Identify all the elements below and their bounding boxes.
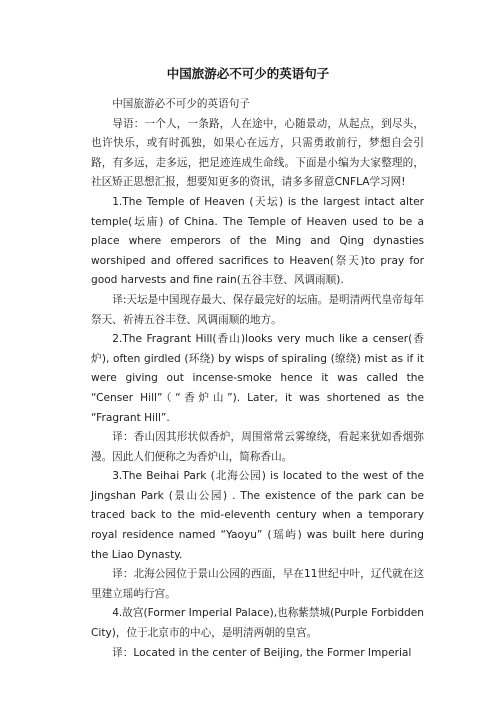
- sentence-2-english: 2.The Fragrant Hill(香山)looks very much like a censer(香炉), often girdled (环绕) by wisps of spiraling (缭绕) mist as if it were giving out incense-smoke hence it was called the “Censer Hill”（“香炉山”). Later, it was shortened as the “Fragrant Hill”.: [91, 333, 424, 424]
- document-body: [91, 95, 424, 663]
- subtitle-paragraph: 中国旅游必不可少的英语句子: [112, 98, 250, 110]
- intro-paragraph: 导语：一个人，一条路，人在途中，心随景动，从起点，到尽头，也许快乐，或有时孤独，如果心在远方，只需勇敢前行，梦想自会引路，有多远，走多远，把足迹连成生命线。下面是小编为大家整理的，社区矫正思想汇报，想要知更多的资讯，请多多留意CNFLA学习网!: [91, 117, 424, 189]
- sentence-3-translation: 译：北海公园位于景山公园的西面，早在11世纪中叶，辽代就在这里建立瑶屿行宫。: [91, 568, 424, 600]
- sentence-3-english: 3.The Beihai Park (北海公园) is located to the west of the Jingshan Park (景山公园) . The existence of the park can be traced back to the mid-eleventh century when a temporary royal residence named “Yaoyu” (瑶屿) was built here during the Liao Dynasty.: [91, 470, 424, 561]
- sentence-4-chinese: 4.故宫(Former Imperial Palace),也称紫禁城(Purple Forbidden City)，位于北京市的中心，是明清两朝的皇宫。: [91, 607, 424, 640]
- document-title: 中国旅游必不可少的英语句子: [166, 66, 330, 81]
- sentence-1-translation: 译:天坛是中国现存最大、保存最完好的坛庙。是明清两代皇帝每年祭天、祈祷五谷丰登、风调雨顺的地方。: [91, 293, 424, 326]
- sentence-1-english: 1.The Temple of Heaven (天坛) is the largest intact alter temple(坛庙) of China. The Temple of Heaven used to be a place where emperors of the Ming and Qing dynasties worshiped and offered sacrifices to Heaven(祭天)to pray for good harvests and fine rain(五谷丰登、风调雨顺).: [91, 195, 424, 287]
- sentence-2-translation: 译：香山因其形状似香炉，周围常常云雾缭绕，看起来犹如香烟弥漫。因此人们便称之为香炉山，简称香山。: [91, 431, 424, 463]
- sentence-4-translation: 译：Located in the center of Beijing, the Former Imperial: [112, 646, 412, 659]
